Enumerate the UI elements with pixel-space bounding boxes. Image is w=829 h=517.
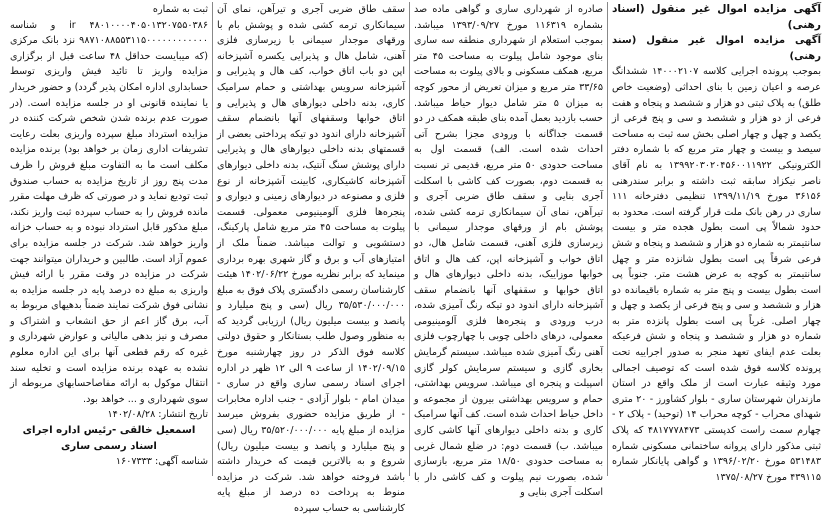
notice-column-2 xyxy=(409,2,607,499)
notice-body-part-1: بموجب پرونده اجرایی کلاسه ۱۴۰۰۰۲۱۰۷ ششدانگ عرصه و اعیان زمین با بنای احداثی (وضعیت خاص طلق) به پلاک ثبتی دو هزار و ششصد و پنجاه و هفت فرعی از دو هزار و ششصد و سی و پنج فرعی از یکصد و چهل و چهار اصلی بخش سه ثبت به مساحت سیصد و بیست و چهار متر مربع که با شماره دفتر الکترونیکی ۱۳۹۹۲۰۳۰۲۰۴۵۶۰۰۱۱۹۲۲ به نام آقای ناصر نیکزاد سابقه ثبت داشته و برابر سندرهنی ۳۶۱۵۶ مورخ ۱۳۹۹/۱۱/۱۹ تنظیمی دفترخانه ۱۱۱ ساری در رهن بانک ملت قرار گرفته است. محدود به حدود شمالاً پی است بطول هجده متر و بیست سانتیمتر به شماره دو هزار و ششصد و پنجاه و شش فرعی شرقاً پی است بطول شانزده متر و چهل سانتیمتر به کوچه به عرض هشت متر. جنوباً پی است بطول بیست و پنج متر به شماره باقیمانده دو هزار و ششصد و سی و پنج فرعی از یکصد و چهل و چهار اصلی. غرباً پی است بطول پانزده متر به شماره دو هزار و ششصد و پنجاه و شش فرعیکه بعلت عدم ایفای تعهد منجر به صدور اجراییه تحت پرونده کلاسه فوق شده است که توصیف اجمالی مورد وثیقه عبارت است از ملک واقع در استان مازندران شهرستان ساری - بلوار کشاورز - ۲۰ متری شهدای محراب - کوچه محراب ۱۴ (توحید) - پلاک ۲ - چهارم سمت راست کدپستی ۴۸۱۷۷۷۸۴۷۳ که پلاک ثبتی مذکور دارای پروانه ساختمانی مسکونی شماره ۵۳۱۴۸۳ مورخ ۱۳۹۶/۰۲/۲۰ و گواهی پایانکار شماره ۴۳۹۱۱۵ مورخ ۱۳۷۵/۰۸/۲۷ xyxy=(612,66,822,483)
notice-subtitle: آگهی مزایده اموال غیر منقول (سند رهنی) xyxy=(612,35,821,62)
signature-line: اسمعیل خالقی -رئیس اداره اجرای اسناد رسمی ساری xyxy=(22,425,196,452)
ad-id: شناسه آگهی: ۱۶۰۷۳۳۳ xyxy=(115,456,208,468)
publication-date: تاریخ انتشار: ۱۴۰۲/۰۸/۲۸ xyxy=(107,409,208,421)
notice-body-part-3: سقف طاق ضربی آجری و تیرآهن، نمای آن سیمانکاری ترمه کشی شده و پوشش بام با ورقهای موجدار سیمانی با زیرسازی فلزی آهنی، شامل هال و پذیرایی یکسره آشپزخانه اپن دو باب اتاق خواب، کف هال و پذیرایی و آشپزخانه سرویس بهداشتی و حمام سرامیک کاری، بدنه داخلی دیوارهای هال و پذیرایی و اتاق خوابها وسقفهای آنها بانضمام سقف آشپزخانه دارای اندود دو تیکه پرداختی بعضی از قسمتهای بدنه داخلی دیوارهای هال و پذیرایی دارای پوشش سنگ آنتیک، بدنه داخلی دیوارهای آشپزخانه کاشیکاری، کابینت آشپزخانه از نوع فلزی و مصنوعه در دیوارهای زمینی و دیواری و پنجره‌ها فلزی آلومینیومی معمولی. قسمت پیلوت به مساحت ۴۵ متر مربع شامل پارکینگ، دستشویی و توالت میباشد. ضمناً ملک از امتیازهای آب و برق و گاز شهری بهره برداری مینماید که برابر نظریه مورخ ۱۴۰۲/۰۶/۲۲ هیئت کارشناسان رسمی دادگستری پلاک فوق به مبلغ ۳۵/۵۳۰/۰۰۰/۰۰۰ ریال (سی و پنج میلیارد و پانصد و بیست میلیون ریال) ارزیابی گردید که به منظور وصول طلب بستانکار و حقوق دولتی کلاسه فوق الذکر در روز چهارشنبه مورخ ۱۴۰۲/۰۹/۱۵ از ساعت ۹ الی ۱۲ ظهر در اداره اجرای اسناد رسمی ساری واقع در ساری - میدان امام - بلوار آزادی - جنب اداره مخابرات - از طریق مزایده حضوری بفروش میرسد مزایده از مبلغ پایه ۳۵/۵۲۰/۰۰۰/۰۰۰ ریال (سی و پنج میلیارد و پانصد و بیست میلیون ریال) شروع و به بالاترین قیمت که خریدار داشته باشد فروخته خواهد شد. شرکت در مزایده منوط به پرداخت ده درصد از مبلغ پایه کارشناسی به حساب سپرده xyxy=(217,4,406,514)
notice-column-4 xyxy=(6,2,212,476)
notice-body-part-4-lead: ثبت به شماره xyxy=(152,4,208,15)
notice-column-1 xyxy=(607,2,825,483)
notice-body-part-4: ۴۸۰۱۰۰۰۰۴۰۵۰۱۳۲۰۷۵۵۰۳۸۶ ir و شناسه ۹۸۷۱۰۸۸۵۵۳۱۱۵۰۰۰۰۰۰۰۰۰۰۰۰ نزد بانک مرکزی (که میبایست حداقل ۴۸ ساعت قبل از برگزاری مزایده واریز تا تائید فیش واریزی توسط حسابداری اداره امکان پذیر گردد) و حضور خریدار یا نماینده قانونی او در جلسه مزایده است. (در صورت عدم برنده شدن شخص شرکت کننده در مزایده استرداد مبلغ سپرده واریزی بعلت رعایت تشریفات اداری زمان بر خواهد بود) برنده مزایده مکلف است ما به التفاوت مبلغ فروش را ظرف مدت پنج روز از تاریخ مزایده به حساب صندوق ثبت تودیع نماید و در صورتی که ظرف مهلت مقرر مانده فروش را به حساب سپرده ثبت واریز نکند، مبلغ مذکور قابل استرداد نبوده و به حساب خزانه واریز خواهد شد. شرکت در جلسه مزایده برای عموم آزاد است. طالبین و خریداران میتوانند جهت شرکت در مزایده در وقت مقرر با ارائه فیش واریزی به مبلغ ده درصد پایه در جلسه مزایده به نشانی فوق شرکت نمایند ضمناً بدهیهای مربوط به آب، برق گاز اعم از حق انشعاب و اشتراک و مصرف و نیز بدهی مالیاتی و عوارض شهرداری و غیره که رقم قطعی آنها برای این اداره معلوم نشده به عهده برنده مزایده است و تخلیه سند انتقال موکول به ارائه مفاصاحسابهای مربوطه از سوی شهرداری و ... خواهد بود. xyxy=(10,19,208,405)
notice-body-part-2: صادره از شهرداری ساری و گواهی ماده صد بشماره ۱۱۶۳۱۹ مورخ ۱۳۹۳/۰۹/۲۷ میباشد. بموجب استعلام از شهرداری منطقه سه ساری بنای موجود شامل پیلوت به مساحت ۴۵ متر مربع، همکف مسکونی و بالای پیلوت به مساحت ۳۳/۶۵ متر مربع و میزان تعریض از محور کوچه به میزان ۵ متر شامل دیوار حیاط میباشد. حسب بازدید بعمل آمده بنای طبقه همکف در دو قسمت جداگانه با ورودی مجزا بشرح آتی احداث شده است. الف) قسمت اول به مساحت حدودی ۵۰ متر مربع، قدیمی تر نسبت به قسمت دوم، بصورت کف کاشی با اسکلت آجری بنایی و سقف طاق ضربی آجری و تیرآهن، نمای آن سیمانکاری ترمه کشی شده، پوشش بام از ورقهای موجدار سیمانی با زیرسازی فلزی آهنی، قسمت شامل هال، دو اتاق خواب و آشپزخانه اپن، کف هال و اتاق خوابها موزاییک، بدنه داخلی دیوارهای هال و اتاق خوابها و سقفهای آنها بانضمام سقف آشپزخانه دارای اندود دو تیکه رنگ آمیزی شده، درب ورودی و پنجره‌ها فلزی آلومینیومی معمولی، درهای داخلی چوبی با چهارچوب فلزی آهنی رنگ آمیزی شده میباشد. سیستم گرمایش بخاری گازی و سیستم سرمایش کولر گازی اسپیلت و پنجره ای میباشد. سرویس بهداشتی، حمام و سرویس بهداشتی بیرون از مجموعه و داخل حیاط احداث شده است. کف آنها سرامیک کاری و بدنه داخلی دیوارهای آنها کاشی کاری میباشد. ب) قسمت دوم: در ضلع شمال غربی به مساحت حدودی ۱۸/۵۰ متر مربع، بازسازی شده، بصورت نیم پیلوت و کف کاشی دار با اسکلت آجری بنایی و xyxy=(414,4,603,499)
notice-title: آگهی مزایده اموال غیر منقول (اسناد رهنی) xyxy=(612,3,821,31)
notice-column-3 xyxy=(212,2,409,514)
